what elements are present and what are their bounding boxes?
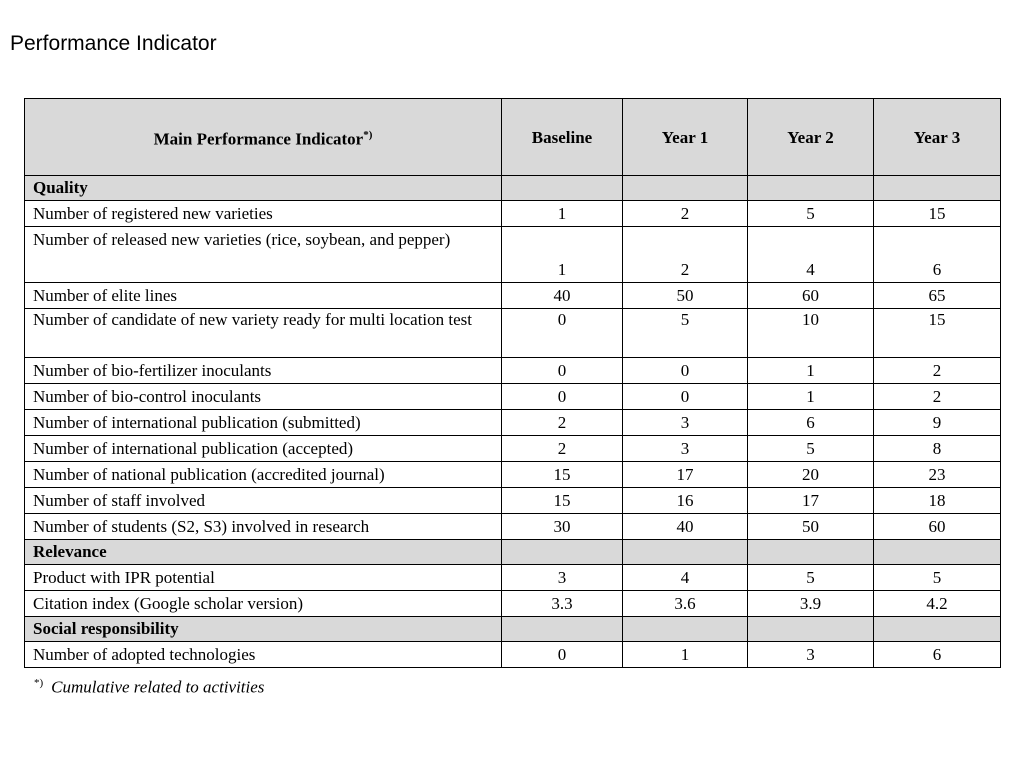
cell-baseline: 1 <box>502 227 623 283</box>
cell-year1: 1 <box>623 642 748 668</box>
header-year2: Year 2 <box>748 99 874 176</box>
section-label: Quality <box>25 176 502 201</box>
section-label: Relevance <box>25 540 502 565</box>
cell-year1: 50 <box>623 283 748 309</box>
cell-year3: 15 <box>874 201 1001 227</box>
cell-year3: 23 <box>874 462 1001 488</box>
table-row <box>25 565 1001 591</box>
cell-year1: 0 <box>623 358 748 384</box>
cell-year2: 1 <box>748 384 874 410</box>
cell-baseline: 2 <box>502 410 623 436</box>
cell-year3: 6 <box>874 227 1001 283</box>
section-label: Social responsibility <box>25 617 502 642</box>
cell-baseline: 3 <box>502 565 623 591</box>
row-label: Number of adopted technologies <box>25 642 502 668</box>
cell-year3: 4.2 <box>874 591 1001 617</box>
cell-year3: 15 <box>874 309 1001 358</box>
row-label: Number of elite lines <box>25 283 502 309</box>
cell-baseline: 0 <box>502 642 623 668</box>
header-year1: Year 1 <box>623 99 748 176</box>
cell-baseline: 2 <box>502 436 623 462</box>
section-row-quality <box>25 176 1001 201</box>
cell-year1: 5 <box>623 309 748 358</box>
row-label: Number of students (S2, S3) involved in research <box>25 514 502 540</box>
cell-year2: 4 <box>748 227 874 283</box>
cell-year2: 5 <box>748 436 874 462</box>
cell-year2: 60 <box>748 283 874 309</box>
cell-year3: 8 <box>874 436 1001 462</box>
table-row <box>25 488 1001 514</box>
cell-year1: 16 <box>623 488 748 514</box>
table-row <box>25 410 1001 436</box>
row-label: Number of bio-fertilizer inoculants <box>25 358 502 384</box>
cell-year2: 50 <box>748 514 874 540</box>
cell-year1: 0 <box>623 384 748 410</box>
cell-baseline: 0 <box>502 384 623 410</box>
header-baseline: Baseline <box>502 99 623 176</box>
row-label: Number of released new varieties (rice, soybean, and pepper) <box>25 227 502 283</box>
row-label: Citation index (Google scholar version) <box>25 591 502 617</box>
cell-year2: 3 <box>748 642 874 668</box>
table-row <box>25 384 1001 410</box>
cell-year3: 9 <box>874 410 1001 436</box>
slide-title: Performance Indicator <box>10 32 217 55</box>
table-row <box>25 436 1001 462</box>
performance-indicator-table <box>24 98 1001 668</box>
cell-year2: 17 <box>748 488 874 514</box>
cell-year2: 3.9 <box>748 591 874 617</box>
table-row <box>25 642 1001 668</box>
cell-baseline: 30 <box>502 514 623 540</box>
cell-year2: 6 <box>748 410 874 436</box>
cell-year2: 20 <box>748 462 874 488</box>
table-row <box>25 358 1001 384</box>
cell-year3: 2 <box>874 384 1001 410</box>
header-indicator: Main Performance Indicator*) <box>25 99 502 176</box>
row-label: Number of international publication (accepted) <box>25 436 502 462</box>
row-label: Number of staff involved <box>25 488 502 514</box>
row-label: Number of registered new varieties <box>25 201 502 227</box>
cell-year1: 17 <box>623 462 748 488</box>
table-row <box>25 283 1001 309</box>
table-row <box>25 201 1001 227</box>
cell-baseline: 40 <box>502 283 623 309</box>
cell-year2: 1 <box>748 358 874 384</box>
header-indicator-sup: *) <box>363 128 373 141</box>
cell-year1: 3 <box>623 436 748 462</box>
cell-baseline: 0 <box>502 358 623 384</box>
cell-baseline: 0 <box>502 309 623 358</box>
cell-year3: 2 <box>874 358 1001 384</box>
row-label: Number of international publication (submitted) <box>25 410 502 436</box>
cell-year1: 3 <box>623 410 748 436</box>
table-row <box>25 309 1001 358</box>
cell-baseline: 15 <box>502 488 623 514</box>
cell-baseline: 3.3 <box>502 591 623 617</box>
cell-year3: 60 <box>874 514 1001 540</box>
cell-year1: 2 <box>623 201 748 227</box>
table-row <box>25 462 1001 488</box>
cell-year2: 10 <box>748 309 874 358</box>
cell-year2: 5 <box>748 565 874 591</box>
row-label: Number of candidate of new variety ready for multi location test <box>25 309 502 358</box>
table-row <box>25 514 1001 540</box>
header-year3: Year 3 <box>874 99 1001 176</box>
cell-year1: 4 <box>623 565 748 591</box>
table-row <box>25 227 1001 283</box>
cell-year3: 5 <box>874 565 1001 591</box>
table-header-row <box>25 99 1001 176</box>
row-label: Number of national publication (accredited journal) <box>25 462 502 488</box>
cell-year1: 40 <box>623 514 748 540</box>
cell-baseline: 15 <box>502 462 623 488</box>
section-row-social-responsibility <box>25 617 1001 642</box>
cell-year3: 65 <box>874 283 1001 309</box>
cell-year1: 3.6 <box>623 591 748 617</box>
footnote <box>34 677 264 698</box>
footnote-text: Cumulative related to activities <box>51 677 265 697</box>
row-label: Product with IPR potential <box>25 565 502 591</box>
footnote-marker: *) <box>34 677 44 689</box>
cell-year3: 18 <box>874 488 1001 514</box>
table-row <box>25 591 1001 617</box>
row-label: Number of bio-control inoculants <box>25 384 502 410</box>
cell-year3: 6 <box>874 642 1001 668</box>
cell-year2: 5 <box>748 201 874 227</box>
section-row-relevance <box>25 540 1001 565</box>
cell-year1: 2 <box>623 227 748 283</box>
cell-baseline: 1 <box>502 201 623 227</box>
